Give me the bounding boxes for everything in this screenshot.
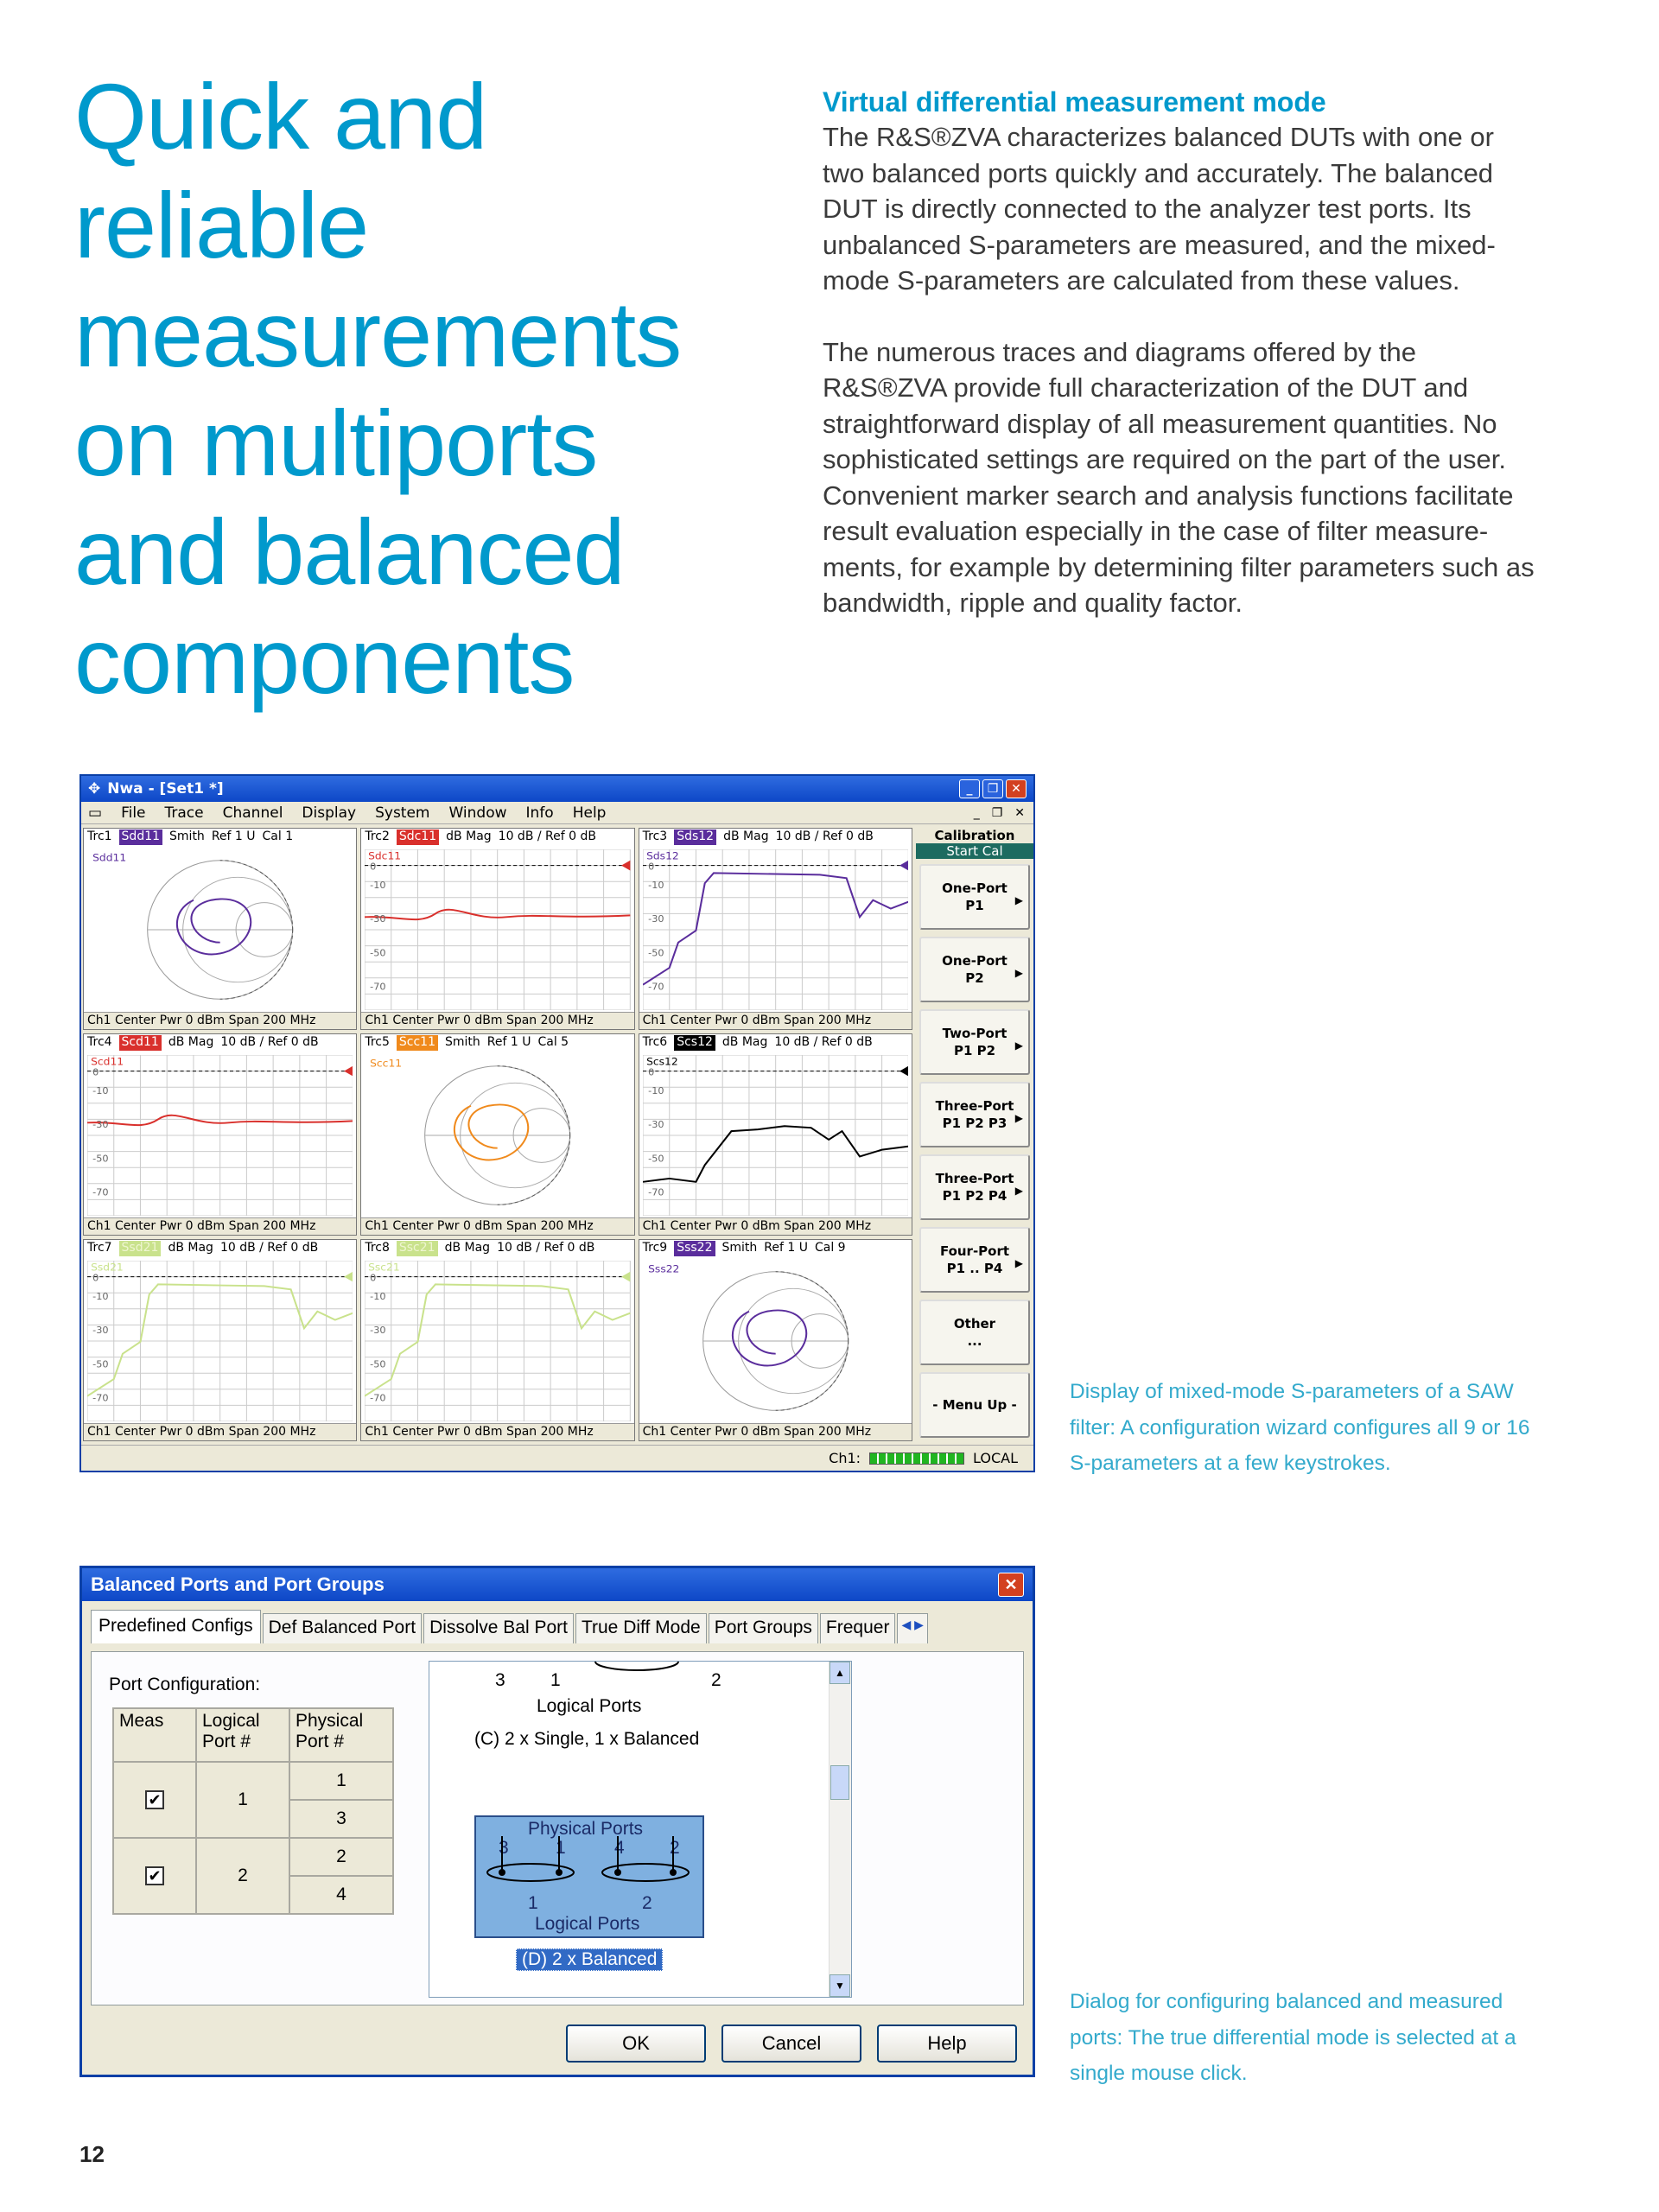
trace-format: dB Mag [168,1241,213,1255]
trace-header [84,1034,356,1052]
preview-d-log-num: 1 [528,1893,538,1913]
trace-scale: 10 dB / Ref 0 dB [219,1241,319,1255]
intro-paragraph-1: The R&S®ZVA characterizes balanced DUTs with one or two balanced ports quickly and accurately. The balanced DUT is directly connected to the analyzer test ports. Its unbalanced S-parameters are measured, and the mixed-mode S-parameters are calculated from these values. [823,122,1496,296]
diagram-area [365,849,630,1010]
y-tick-label: -10 [370,880,386,891]
preview-c-ellipse [585,1662,689,1675]
preview-d-phys-num: 1 [556,1838,566,1858]
dialog-title: Balanced Ports and Port Groups [91,1573,385,1595]
diagram-panel[interactable] [83,1239,357,1441]
trace-label: Sss22 [647,1262,680,1275]
dialog-tabs [82,1601,1033,1643]
mdi-restore-icon[interactable]: ❐ [991,805,1003,820]
trace-param-badge: Scs12 [674,1035,715,1051]
table-row [113,1762,393,1800]
trace-cal: Cal 1 [262,830,294,843]
y-tick-label: -30 [370,1325,386,1337]
smith-x-arc [775,1272,848,1341]
trace-id: Trc2 [365,830,390,843]
window-titlebar [81,776,1033,802]
analyzer-window [79,774,1035,1472]
softkey-label: - Menu Up - [932,1397,1017,1413]
signal-level-indicator [869,1452,964,1465]
trace-format: dB Mag [446,830,492,843]
trace-id: Trc7 [87,1241,112,1255]
softkey-three-port-p124[interactable] [919,1154,1030,1220]
scroll-thumb[interactable] [830,1765,849,1800]
y-tick-label: -50 [370,1358,386,1370]
trace-format: dB Mag [723,830,769,843]
meas-checkbox-1[interactable]: ✔ [145,1790,164,1809]
y-tick-label: -70 [647,1186,664,1198]
trace-param-badge: Sss22 [674,1241,715,1256]
y-tick-label: 0 [92,1066,99,1078]
ref-marker-icon [621,1272,630,1282]
softkey-one-port-p2[interactable] [919,937,1030,1002]
rect-chart [87,1261,353,1421]
status-channel: Ch1: [829,1450,861,1466]
trace-header [639,1240,912,1257]
trace-header [84,1240,356,1257]
headline-line: on multiports [74,391,598,495]
trace-format: dB Mag [444,1241,491,1255]
softkey-menu-up[interactable] [919,1372,1030,1438]
minimize-button[interactable]: _ [959,779,980,798]
smith-x-arc [220,930,293,999]
header-physical-port: Physical Port # [289,1708,393,1762]
preview-c-option-label: (C) 2 x Single, 1 x Balanced [474,1729,700,1749]
y-tick-label: -70 [370,981,386,993]
trace-header [361,1240,633,1257]
tab-scroll-arrows[interactable]: ◀ ▶ [897,1613,927,1643]
diagram-panel[interactable] [83,1033,357,1236]
preview-d-physical-label: Physical Ports [528,1819,644,1839]
ref-marker-icon [899,1066,908,1077]
preview-c-port-num: 2 [711,1670,721,1690]
preview-scrollbar[interactable] [829,1662,851,1997]
softkey-label: Three-Port P1 P2 P4 [935,1171,1014,1204]
trace-header [361,829,633,846]
y-tick-label: -70 [92,1392,109,1404]
y-tick-label: -10 [92,1291,109,1302]
tab-content [91,1651,1024,2005]
intro-paragraph-2: The numerous traces and diagrams offered by the R&S®ZVA provide full characterization of the DUT and straightforward display of all measurement quantities. No sophisticated settings are required on the part of the user. Convenient marker search and analysis functions facilitate result evaluation especially in the case of filter measure-ments, for example by determining filter parameters such as bandwidth, ripple and quality factor. [823,336,1535,618]
trace-label: Sds12 [645,850,679,862]
y-tick-label: -50 [647,947,664,959]
trace-param-badge: Scd11 [119,1035,162,1051]
arrow-right-icon: ▶ [1014,894,1023,906]
diagram-panel[interactable] [639,1033,912,1236]
y-tick-label: -50 [370,947,386,959]
ref-marker-icon [621,861,630,871]
preview-d-diagram [474,1815,704,1938]
trace-label: Sdc11 [368,849,402,862]
trace-format: dB Mag [168,1035,214,1049]
diagram-panel[interactable] [360,1239,634,1441]
headline-line: components [74,608,575,713]
page-headline [74,62,731,715]
tab-predefined-configs[interactable]: Predefined Configs [91,1610,261,1643]
trace-id: Trc4 [87,1035,112,1049]
trace-format: Smith [169,830,205,843]
arrow-right-icon: ▶ [1014,1112,1023,1124]
trace-header [639,829,912,846]
arrow-right-icon: ▶ [1014,1039,1023,1052]
preview-d-wiring [476,1833,706,1885]
headline-line: Quick and reliable [74,64,487,277]
trace-param-badge: Sdd11 [119,830,162,845]
channel-footer: Ch1 Center Pwr 0 dBm Span 200 MHz [84,1423,356,1440]
diagram-area [87,1261,353,1421]
arrow-right-icon: ▶ [1014,1257,1023,1269]
trace-label: Ssd21 [91,1261,124,1274]
caption-2: Dialog for configuring balanced and measured ports: The true differential mode is selected at a single mouse click. [1070,1990,1516,2085]
menu-system[interactable]: System [375,804,430,822]
softkey-label: Other ... [953,1316,996,1349]
table-header-row [113,1708,393,1762]
preview-d-phys-num: 3 [499,1838,509,1858]
channel-footer: Ch1 Center Pwr 0 dBm Span 200 MHz [84,1012,356,1029]
trace-cal: Cal 5 [537,1035,569,1049]
table-row [113,1838,393,1876]
y-tick-label: -10 [647,1085,664,1096]
y-tick-label: -30 [92,1325,109,1337]
rect-chart [643,849,908,1010]
port-config-table [112,1707,394,1915]
menu-channel[interactable]: Channel [222,804,283,822]
physical-port-cell: 3 [289,1800,393,1838]
balanced-ports-dialog [79,1566,1035,2077]
diagram-area [643,1055,908,1216]
maximize-button[interactable]: ❐ [982,779,1003,798]
softkey-three-port-p123[interactable] [919,1082,1030,1147]
trace-param-badge: Ssc21 [397,1241,438,1256]
tab-frequency[interactable]: Frequer [820,1613,896,1643]
y-tick-label: 0 [370,861,377,873]
trace-label: Scs12 [645,1056,678,1068]
trace-label: Scc11 [370,1057,403,1070]
intro-text [823,85,1540,657]
trace-label: Ssc21 [368,1261,401,1274]
menu-file[interactable]: File [121,804,146,822]
trace-scale: 10 dB / Ref 0 dB [775,830,874,843]
trace-id: Trc1 [87,830,112,843]
diagram-grid [83,828,912,1441]
softkey-four-port[interactable] [919,1227,1030,1293]
ok-button[interactable]: OK [566,2024,706,2063]
smith-chart [365,1055,630,1216]
trace-header [361,1034,633,1052]
y-tick-label: -70 [92,1186,109,1198]
close-button[interactable]: ✕ [1006,779,1027,798]
scroll-up-icon[interactable]: ▲ [830,1662,850,1684]
y-tick-label: -50 [92,1153,109,1165]
preview-c-port-num: 1 [550,1670,561,1690]
trace-scale: 10 dB / Ref 0 dB [774,1035,873,1049]
trace-id: Trc5 [365,1035,390,1049]
preview-d-log-num: 2 [642,1893,652,1913]
tab-dissolve-bal-port[interactable]: Dissolve Bal Port [423,1613,574,1643]
trace-header [84,829,356,846]
menu-info[interactable]: Info [525,804,554,822]
ref-marker-icon [899,861,908,871]
trace-param-badge: Sds12 [674,830,716,845]
status-mode: LOCAL [973,1450,1018,1466]
channel-footer: Ch1 Center Pwr 0 dBm Span 200 MHz [361,1012,633,1029]
softkey-label: Four-Port P1 .. P4 [939,1243,1010,1276]
y-tick-label: -70 [370,1392,386,1404]
calibration-softkeys [916,828,1033,1441]
y-tick-label: -10 [370,1291,386,1302]
trace-format: Smith [721,1241,758,1255]
diagram-panel[interactable] [639,1239,912,1441]
preview-d-logical-label: Logical Ports [535,1914,640,1934]
help-button[interactable]: Help [877,2024,1017,2063]
port-config-label: Port Configuration: [109,1675,261,1694]
diagram-panel[interactable] [360,1033,634,1236]
mdi-close-icon[interactable]: ✕ [1014,805,1025,820]
softkey-other[interactable] [919,1300,1030,1365]
trace-format: dB Mag [721,1035,768,1049]
channel-footer: Ch1 Center Pwr 0 dBm Span 200 MHz [639,1423,912,1440]
trace-param-badge: Sdc11 [397,830,439,845]
page-number: 12 [79,2141,105,2167]
status-bar [81,1445,1033,1471]
trace-id: Trc6 [642,1035,668,1049]
trace-scale: 10 dB / Ref 0 dB [497,1241,595,1255]
meas-cell [113,1762,196,1838]
diagram-area [87,849,353,1010]
trace-header [639,1034,912,1052]
y-tick-label: -30 [370,913,386,925]
dialog-titlebar [82,1568,1033,1601]
tab-true-diff-mode[interactable]: True Diff Mode [575,1613,707,1643]
softkey-label: Two-Port P1 P2 [942,1026,1007,1058]
physical-port-cell: 4 [289,1876,393,1914]
logical-port-cell: 1 [196,1762,289,1838]
y-tick-label: -50 [647,1153,664,1165]
trace-id: Trc9 [642,1241,668,1255]
trace-label: Sdd11 [92,851,127,864]
window-title: Nwa - [Set1 *] [107,780,224,798]
dialog-close-button[interactable]: ✕ [998,1573,1024,1597]
rect-chart [365,849,630,1010]
menu-display[interactable]: Display [302,804,357,822]
caption-1: Display of mixed-mode S-parameters of a SAW filter: A configuration wizard configures all 9 or 16 S-parameters at a few keystrokes. [1070,1380,1530,1475]
menu-window[interactable]: Window [448,804,507,822]
y-tick-label: -10 [647,880,664,891]
trace-param-badge: Ssd21 [119,1241,162,1256]
rect-chart [643,1055,908,1216]
menu-trace[interactable]: Trace [164,804,204,822]
logical-port-cell: 2 [196,1838,289,1914]
arrow-right-icon: ▶ [1014,967,1023,979]
smith-chart [643,1261,908,1421]
header-logical-port: Logical Port # [196,1708,289,1762]
y-tick-label: -70 [647,981,664,993]
physical-port-cell: 2 [289,1838,393,1876]
preview-d-option-selected[interactable]: (D) 2 x Balanced [516,1948,663,1971]
diagram-panel[interactable] [83,828,357,1030]
meas-checkbox-2[interactable]: ✔ [145,1866,164,1885]
diagram-panel[interactable] [360,828,634,1030]
channel-footer: Ch1 Center Pwr 0 dBm Span 200 MHz [639,1217,912,1235]
preview-c-logical-label: Logical Ports [537,1696,642,1716]
menu-bar [81,802,1033,824]
trace-scale: Ref 1 U [764,1241,808,1255]
start-cal-label: Start Cal [916,843,1033,859]
trace-id: Trc8 [365,1241,390,1255]
cancel-button[interactable]: Cancel [721,2024,861,2063]
trace-scale: Ref 1 U [211,830,256,843]
menu-app-icon: ▭ [88,804,103,822]
meas-cell [113,1838,196,1914]
preview-d-phys-num: 2 [670,1838,680,1858]
rect-chart [365,1261,630,1421]
trace-cal: Cal 9 [814,1241,846,1255]
smith-x-arc [775,1341,848,1410]
y-tick-label: 0 [647,861,654,873]
y-tick-label: -30 [647,1119,664,1131]
header-meas: Meas [113,1708,196,1762]
smith-x-arc [498,1066,570,1135]
trace-id: Trc3 [642,830,668,843]
softkey-title: Calibration [934,828,1015,843]
smith-x-arc [498,1135,570,1205]
tab-port-groups[interactable]: Port Groups [709,1613,818,1643]
headline-line: measurements [74,282,682,386]
trace-scale: Ref 1 U [486,1035,531,1049]
smith-chart [87,849,353,1010]
preview-c-port-num: 3 [495,1670,505,1690]
y-tick-label: 0 [370,1272,377,1284]
smith-x-arc [220,861,293,930]
channel-footer: Ch1 Center Pwr 0 dBm Span 200 MHz [639,1012,912,1029]
physical-port-cell: 1 [289,1762,393,1800]
diagram-area [365,1055,630,1216]
trace-param-badge: Scc11 [397,1035,438,1051]
trace-label: Scd11 [91,1055,124,1068]
menu-help[interactable]: Help [572,804,607,822]
tab-def-balanced-port[interactable]: Def Balanced Port [263,1613,422,1643]
headline-line: and balanced [74,499,625,604]
y-tick-label: -30 [92,1119,109,1131]
trace-scale: 10 dB / Ref 0 dB [498,830,596,843]
channel-footer: Ch1 Center Pwr 0 dBm Span 200 MHz [84,1217,356,1235]
arrow-right-icon: ▶ [1014,1185,1023,1197]
intro-heading: Virtual differential measurement mode [823,86,1326,118]
config-preview-list[interactable] [429,1661,852,1998]
softkey-two-port[interactable] [919,1009,1030,1075]
scroll-down-icon[interactable]: ▼ [830,1974,850,1997]
diagram-area [87,1055,353,1216]
ref-marker-icon [344,1272,353,1282]
channel-footer: Ch1 Center Pwr 0 dBm Span 200 MHz [361,1423,633,1440]
softkey-label: Three-Port P1 P2 P3 [935,1098,1014,1131]
diagram-area [643,1261,908,1421]
trace-scale: 10 dB / Ref 0 dB [220,1035,319,1049]
diagram-area [643,849,908,1010]
y-tick-label: -10 [92,1085,109,1096]
y-tick-label: 0 [647,1066,654,1078]
y-tick-label: -50 [92,1358,109,1370]
trace-format: Smith [444,1035,480,1049]
y-tick-label: -30 [647,913,664,925]
ref-marker-icon [344,1066,353,1077]
app-icon: ✥ [88,780,101,798]
diagram-area [365,1261,630,1421]
softkey-label: One-Port P1 [942,880,1007,913]
rect-chart [87,1055,353,1216]
softkey-one-port-p1[interactable] [919,864,1030,930]
preview-d-phys-num: 4 [614,1838,625,1858]
diagram-panel[interactable] [639,828,912,1030]
channel-footer: Ch1 Center Pwr 0 dBm Span 200 MHz [361,1217,633,1235]
mdi-minimize-icon[interactable]: _ [973,805,980,820]
softkey-label: One-Port P2 [942,953,1007,986]
y-tick-label: 0 [92,1272,99,1284]
